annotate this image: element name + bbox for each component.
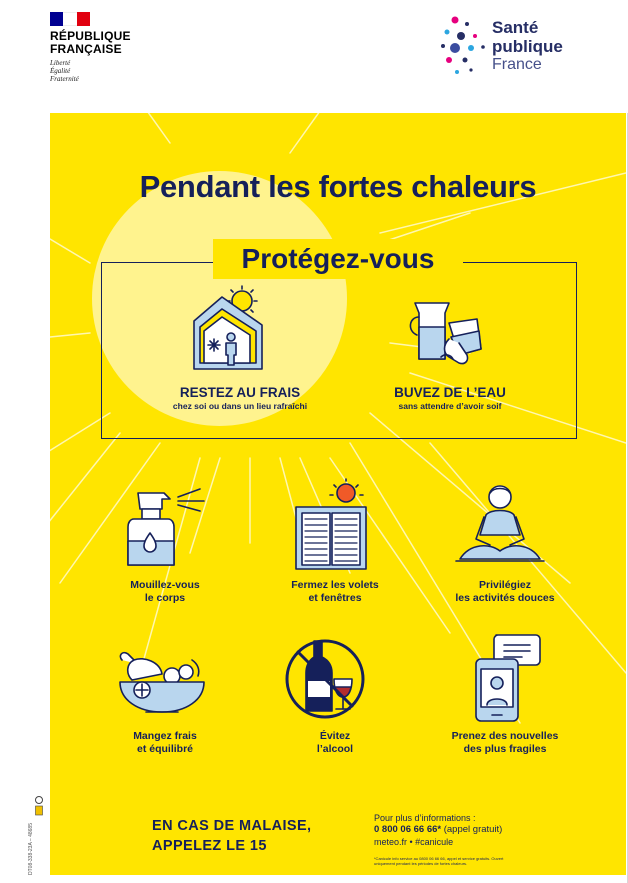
info-block — [374, 813, 514, 866]
recycling-logo-icon — [34, 795, 44, 817]
republique-francaise-logo — [50, 12, 131, 83]
sante-publique-france-logo — [437, 14, 587, 84]
mangez-frais-label: Mangez frais et équilibré — [133, 730, 197, 755]
alert-message — [152, 816, 311, 856]
prenez-nouvelles-label: Prenez des nouvelles des plus fragiles — [451, 730, 559, 755]
no-alcohol-icon — [280, 633, 370, 723]
window-shutters-icon — [290, 475, 380, 575]
french-flag-icon — [50, 12, 90, 26]
protect-subtitle: Protégez-vous — [213, 239, 463, 279]
republique-line-2: FRANÇAISE — [50, 42, 122, 56]
spf-line-3: France — [492, 56, 542, 73]
buvez-eau-title: BUVEZ DE L’EAU — [394, 385, 506, 400]
buvez-eau-subtitle: sans attendre d’avoir soif — [398, 401, 502, 411]
mouillez-vous-label: Mouillez-vous le corps — [130, 579, 200, 604]
spf-dots-icon — [437, 14, 489, 82]
motto-line-1: Liberté — [50, 59, 71, 67]
info-links: meteo.fr • #canicule — [374, 837, 454, 847]
buvez-eau-label — [360, 385, 540, 412]
motto-line-2: Égalité — [50, 67, 71, 75]
poster-title: Pendant les fortes chaleurs — [139, 169, 537, 204]
republique-line-1: RÉPUBLIQUE — [50, 29, 131, 43]
house-snowflake-icon — [190, 285, 280, 373]
activites-douces-label: Privilégiez les activités douces — [455, 579, 555, 604]
document-reference: DT08-338-23A – 48685 — [28, 823, 34, 875]
alert-line-2: APPELEZ LE 15 — [152, 838, 267, 854]
protect-box — [101, 262, 577, 439]
alert-line-1: EN CAS DE MALAISE, — [152, 818, 312, 834]
spf-line-1: Santé — [492, 18, 539, 37]
water-jug-glass-icon — [405, 293, 493, 373]
spf-name — [492, 18, 563, 74]
spf-line-2: publique — [492, 37, 563, 56]
food-bowl-icon — [112, 646, 212, 726]
republique-name — [50, 30, 131, 56]
heatwave-poster — [50, 113, 626, 875]
evitez-alcool-label: Évitez l’alcool — [316, 730, 354, 755]
motto-line-3: Fraternité — [50, 75, 79, 83]
fermez-volets-label: Fermez les volets et fenêtres — [291, 579, 379, 604]
info-phone: 0 800 06 66 66* — [374, 824, 442, 835]
info-phone-line — [374, 824, 514, 836]
phone-call-icon — [466, 629, 546, 725]
restez-au-frais-subtitle: chez soi ou dans un lieu rafraîchi — [172, 401, 308, 411]
restez-au-frais-title: RESTEZ AU FRAIS — [179, 385, 301, 400]
info-phone-note: (appel gratuit) — [441, 824, 503, 835]
info-intro: Pour plus d’informations : — [374, 813, 476, 823]
header — [0, 0, 628, 113]
motto — [50, 59, 131, 83]
info-footnote: *Canicule info service au 0800 06 66 66, appel et service gratuits. Ouvert uniquement pendant les périodes de fortes chaleurs. — [374, 856, 504, 866]
meditating-person-icon — [450, 481, 550, 571]
restez-au-frais-label — [140, 385, 340, 412]
spray-bottle-icon — [120, 483, 210, 573]
